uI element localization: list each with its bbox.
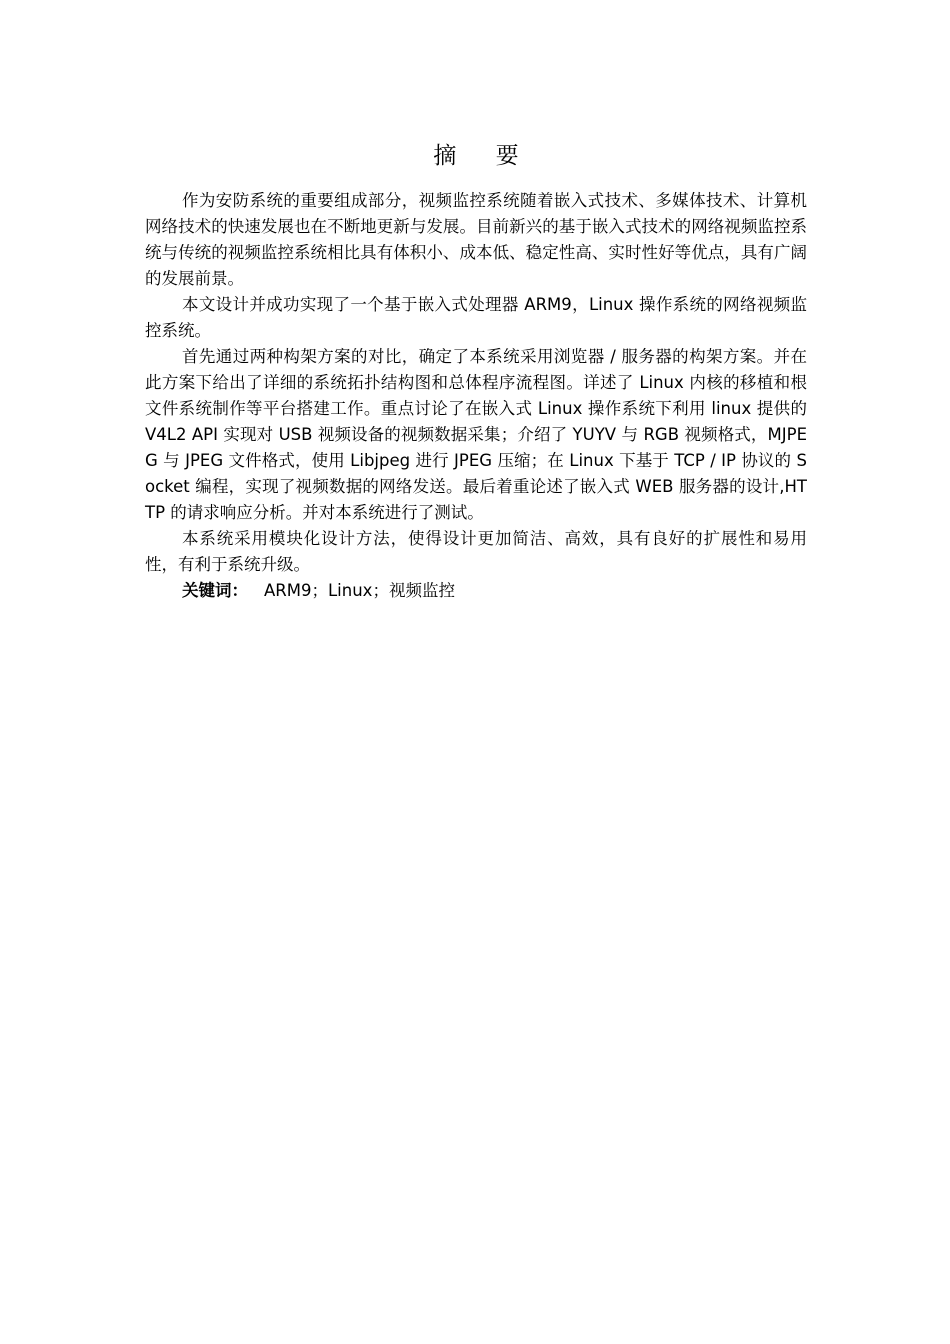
abstract-paragraph-2: 本文设计并成功实现了一个基于嵌入式处理器 ARM9，Linux 操作系统的网络视频监控系统。 [145, 295, 807, 340]
keywords-label: 关键词： [182, 581, 248, 600]
abstract-paragraph-1: 作为安防系统的重要组成部分，视频监控系统随着嵌入式技术、多媒体技术、计算机网络技术的快速发展也在不断地更新与发展。目前新兴的基于嵌入式技术的网络视频监控系统与传统的视频监控系统相比具有体积小、成本低、稳定性高、实时性好等优点，具有广阔的发展前景。 [145, 191, 807, 288]
abstract-paragraph-4: 本系统采用模块化设计方法，使得设计更加简洁、高效，具有良好的扩展性和易用性，有利于系统升级。 [145, 529, 807, 574]
abstract-section [145, 138, 807, 604]
abstract-paragraph-3: 首先通过两种构架方案的对比，确定了本系统采用浏览器 / 服务器的构架方案。并在此方案下给出了详细的系统拓扑结构图和总体程序流程图。详述了 Linux 内核的移植和根文件系统制作等平台搭建工作。重点讨论了在嵌入式 Linux 操作系统下利用 linux 提供的 V4L2 API 实现对 USB 视频设备的视频数据采集；介绍了 YUYV 与 RGB 视频格式，MJPEG 与 JPEG 文件格式，使用 Libjpeg 进行 JPEG 压缩；在 Linux 下基于 TCP / IP 协议的 Socket 编程，实现了视频数据的网络发送。最后着重论述了嵌入式 WEB 服务器的设计,HTTP 的请求响应分析。并对本系统进行了测试。 [145, 347, 807, 522]
keywords-line [145, 578, 807, 604]
keywords-value: ARM9；Linux；视频监控 [264, 581, 455, 600]
abstract-title: 摘 要 [433, 143, 535, 169]
